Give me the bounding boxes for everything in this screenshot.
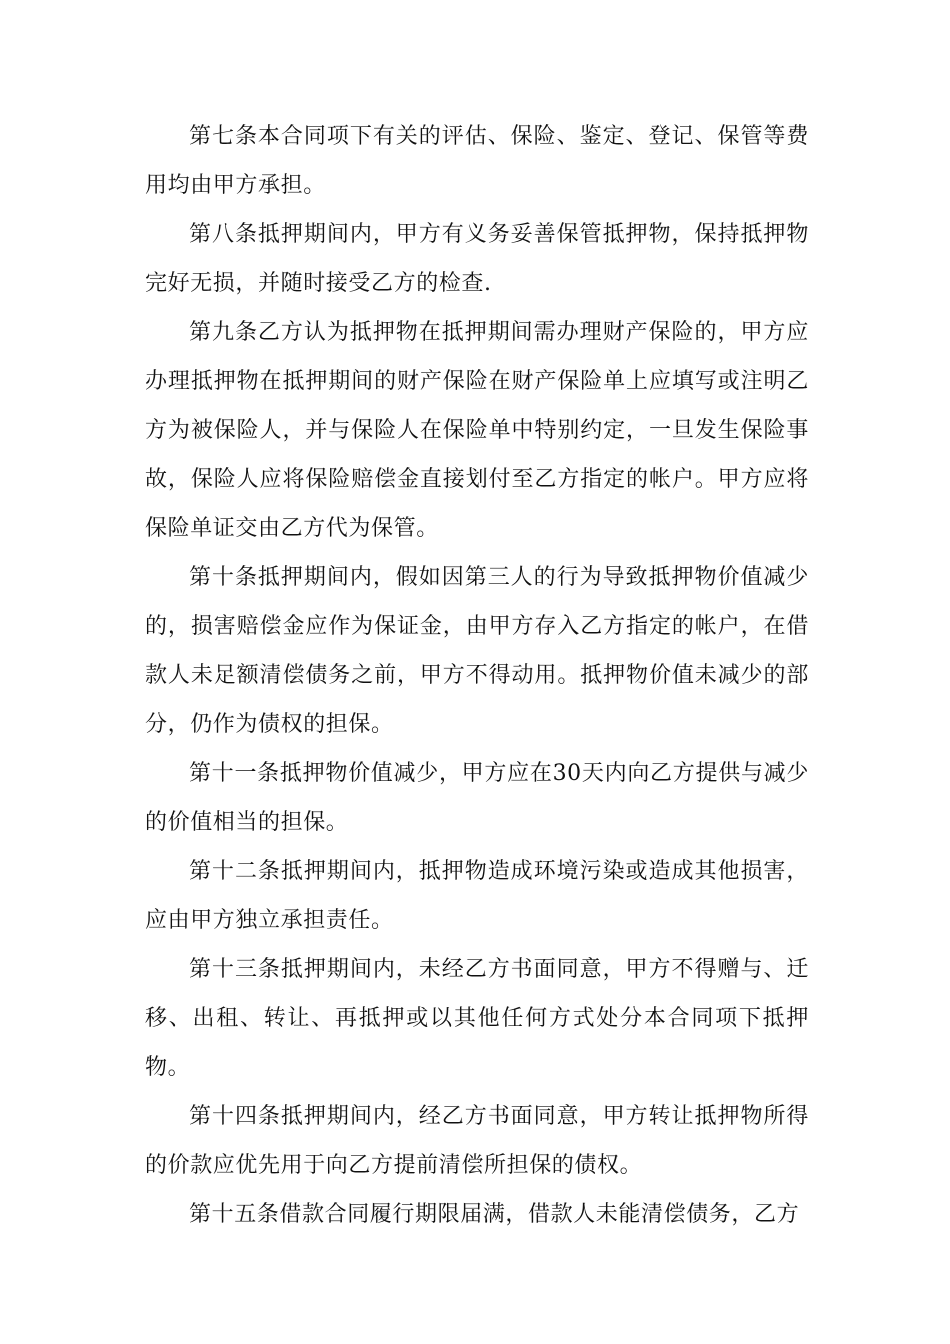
paragraph-article-8: 第八条抵押期间内，甲方有义务妥善保管抵押物，保持抵押物完好无损，并随时接受乙方的检查. — [145, 222, 809, 296]
paragraph-article-13: 第十三条抵押期间内，未经乙方书面同意，甲方不得赠与、迁移、出租、转让、再抵押或以其他任何方式处分本合同项下抵押物。 — [145, 957, 809, 1080]
paragraph-article-12: 第十二条抵押期间内，抵押物造成环境污染或造成其他损害，应由甲方独立承担责任。 — [145, 859, 809, 933]
paragraph-article-14: 第十四条抵押期间内，经乙方书面同意，甲方转让抵押物所得的价款应优先用于向乙方提前清偿所担保的债权。 — [145, 1104, 809, 1178]
paragraph-article-11: 第十一条抵押物价值减少，甲方应在30天内向乙方提供与减少的价值相当的担保。 — [145, 761, 809, 835]
paragraph-article-10: 第十条抵押期间内，假如因第三人的行为导致抵押物价值减少的，损害赔偿金应作为保证金，由甲方存入乙方指定的帐户，在借款人未足额清偿债务之前，甲方不得动用。抵押物价值未减少的部分，仍作为债权的担保。 — [145, 565, 809, 737]
paragraph-article-15: 第十五条借款合同履行期限届满，借款人未能清偿债务，乙方 — [189, 1202, 800, 1227]
paragraph-article-9: 第九条乙方认为抵押物在抵押期间需办理财产保险的，甲方应办理抵押物在抵押期间的财产保险在财产保险单上应填写或注明乙方为被保险人，并与保险人在保险单中特别约定，一旦发生保险事故，保险人应将保险赔偿金直接划付至乙方指定的帐户。甲方应将保险单证交由乙方代为保管。 — [145, 320, 809, 541]
document-body — [145, 112, 809, 1239]
paragraph-article-7: 第七条本合同项下有关的评估、保险、鉴定、登记、保管等费用均由甲方承担。 — [145, 124, 809, 198]
